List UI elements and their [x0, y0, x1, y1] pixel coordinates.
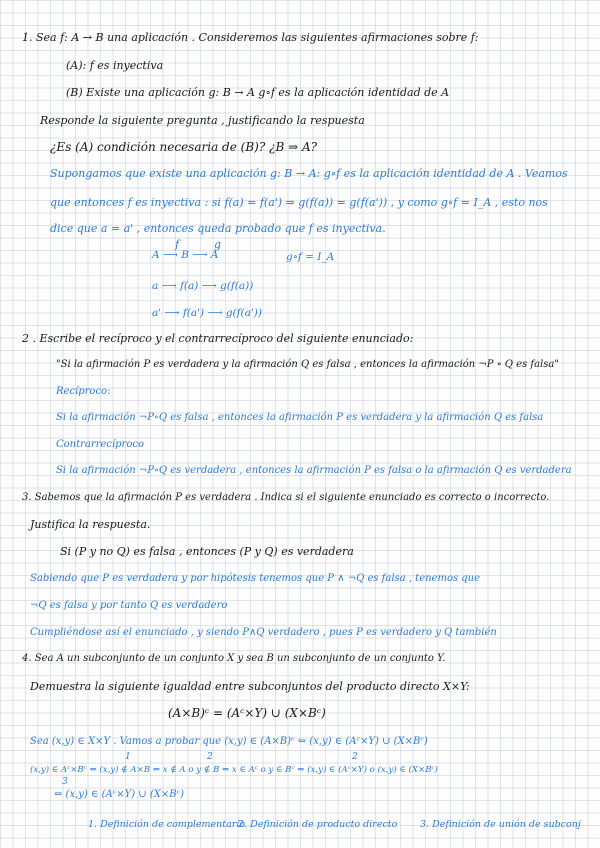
diagram-row-a: a ⟶ f(a) ⟶ g(f(a)) — [152, 280, 254, 292]
q1-statement: 1. Sea f: A → B una aplicación . Consideremos las siguientes afirmaciones sobre f: — [22, 31, 479, 44]
q4-answer-line-3: ⇔ (x,y) ∈ (Aᶜ×Y) ∪ (X×Bᶜ) — [54, 789, 185, 800]
q1-option-b: (B) Existe una aplicación g: B → A g∘f es la aplicación identidad de A — [66, 86, 450, 99]
step-number-1: 1 — [125, 752, 131, 762]
q3-answer-line-2: ¬Q es falsa y por tanto Q es verdadero — [30, 600, 228, 611]
q1-instruction: Responde la siguiente pregunta , justificando la respuesta — [40, 114, 365, 127]
q2-reciprocal-label: Recíproco: — [56, 386, 111, 397]
q3-statement: 3. Sabemos que la afirmación P es verdadera . Indica si el siguiente enunciado es correcto o incorrecto. — [22, 492, 550, 503]
q1-answer-line-2: que entonces f es inyectiva : si f(a) = f(a') ⇒ g(f(a)) = g(f(a')) , y como g∘f = I_A , esto nos — [50, 196, 548, 209]
q2-contrapositive-label: Contrarrecíproco — [56, 439, 144, 450]
footnote-2: 2. Definición de producto directo — [238, 819, 398, 830]
q4-statement: 4. Sea A un subconjunto de un conjunto X y sea B un subconjunto de un conjunto Y. — [22, 653, 446, 664]
q3-proposition: Si (P y no Q) es falsa , entonces (P y Q) es verdadera — [60, 545, 354, 558]
q3-justify: Justifica la respuesta. — [30, 518, 151, 531]
diagram-composition: g∘f = I_A — [286, 251, 335, 263]
q1-question: ¿Es (A) condición necesaria de (B)? ¿B ⇒ A? — [50, 140, 318, 154]
q3-answer-line-1: Sabiendo que P es verdadera y por hipótesis tenemos que P ∧ ¬Q es falsa , tenemos que — [30, 573, 481, 584]
q1-answer-line-3: dice que a = a' , entonces queda probado que f es inyectiva. — [50, 222, 386, 235]
diagram-row-sets: A ⟶ B ⟶ A — [152, 249, 219, 261]
q1-answer-line-1: Supongamos que existe una aplicación g: B → A: g∘f es la aplicación identidad de A . Veamos — [50, 167, 568, 180]
q1-option-a: (A): f es inyectiva — [66, 59, 164, 72]
q3-answer-line-3: Cumpliéndose así el enunciado , y siendo P∧Q verdadero , pues P es verdadero y Q también — [30, 627, 497, 638]
step-number-2b: 2 — [352, 752, 358, 762]
q4-equation: (A×B)ᶜ = (Aᶜ×Y) ∪ (X×Bᶜ) — [168, 706, 326, 720]
diagram-row-a-prime: a' ⟶ f(a') ⟶ g(f(a')) — [152, 307, 262, 319]
footnote-3: 3. Definición de unión de subconj — [420, 819, 581, 830]
step-number-3: 3 — [62, 777, 68, 787]
q2-quote: "Si la afirmación P es verdadera y la afirmación Q es falsa , entonces la afirmación ¬P ∘ Q es falsa" — [56, 359, 559, 370]
step-number-2: 2 — [207, 752, 213, 762]
q4-answer-line-1: Sea (x,y) ∈ X×Y . Vamos a probar que (x,y) ∈ (A×B)ᶜ ⇔ (x,y) ∈ (Aᶜ×Y) ∪ (X×Bᶜ) — [30, 736, 428, 747]
q2-reciprocal: Si la afirmación ¬P∘Q es falsa , entonces la afirmación P es verdadera y la afirmación Q es falsa — [56, 412, 544, 423]
q4-answer-line-2: (x,y) ∈ Aᶜ×Bᶜ ⇔ (x,y) ∉ A×B ⇔ x ∉ A o y ∉ B ⇔ x ∈ Aᶜ o y ∈ Bᶜ ⇔ (x,y) ∈ (Aᶜ×Y) o (x,y) ∈ (X×Bᶜ) — [30, 765, 438, 775]
q2-statement: 2 . Escribe el recíproco y el contrarrecíproco del siguiente enunciado: — [22, 332, 414, 345]
diagram-g-label: g — [214, 238, 222, 251]
q2-contrapositive: Si la afirmación ¬P∘Q es verdadera , entonces la afirmación P es falsa o la afirmación Q es verdadera — [56, 465, 572, 476]
q4-instruction: Demuestra la siguiente igualdad entre subconjuntos del producto directo X×Y: — [30, 680, 470, 693]
footnote-1: 1. Definición de complementario — [88, 819, 246, 830]
diagram-f-label: f — [175, 238, 180, 251]
